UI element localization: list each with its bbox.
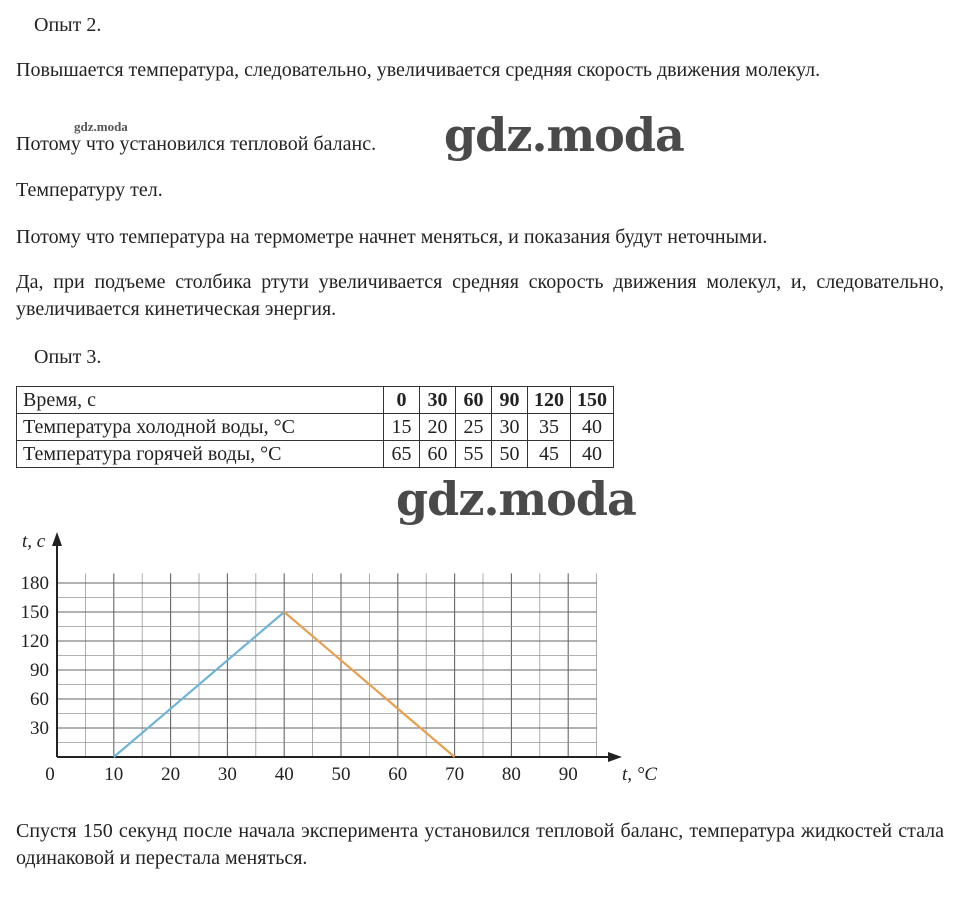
table-cell: 25	[456, 414, 492, 441]
y-tick-label: 180	[20, 572, 49, 594]
table-header-cell: 150	[571, 387, 614, 414]
table-cell: 15	[384, 414, 420, 441]
table-row-label: Температура холодной воды, °C	[17, 414, 384, 441]
chart-tick-labels	[21, 573, 578, 785]
exp2-answer-1: Повышается температура, следовательно, увеличивается средняя скорость движения молекул.	[16, 59, 821, 81]
table-cell: 35	[528, 414, 571, 441]
watermark-small: gdz.moda	[74, 119, 128, 134]
conclusion-text: Спустя 150 секунд после начала эксперимента установился тепловой баланс, температура жидкостей стала одинаковой и перестала меняться.	[16, 820, 944, 869]
table-header-cell: 90	[492, 387, 528, 414]
exp2-title: Опыт 2.	[34, 14, 102, 36]
x-tick-label: 30	[217, 764, 237, 785]
exp3-title: Опыт 3.	[34, 346, 102, 368]
y-tick-label: 120	[20, 630, 49, 652]
table-cell: 40	[571, 414, 614, 441]
y-tick-label: 30	[30, 717, 49, 739]
table-header-cell: 120	[528, 387, 571, 414]
x-tick-label: 0	[45, 764, 55, 785]
y-tick-label: 60	[30, 688, 49, 710]
x-tick-label: 20	[161, 764, 181, 785]
exp2-answer-3: Температуру тел.	[16, 179, 163, 201]
x-tick-label: 40	[274, 764, 294, 785]
table-row-label: Температура горячей воды, °C	[17, 441, 384, 468]
table-cell: 30	[492, 414, 528, 441]
exp2-answer-5: Да, при подъеме столбика ртути увеличивается средняя скорость движения молекул, и, следовательно, увеличивается кинетическая энергия.	[16, 271, 944, 320]
x-tick-label: 50	[331, 764, 351, 785]
y-axis-label: t, c	[22, 531, 46, 552]
y-tick-label: 150	[20, 601, 49, 623]
watermark-logo-1: gdz.moda	[444, 108, 684, 162]
x-tick-label: 70	[445, 764, 465, 785]
table-cell: 60	[420, 441, 456, 468]
x-tick-label: 90	[558, 764, 578, 785]
x-tick-label: 10	[104, 764, 124, 785]
x-tick-label: 80	[501, 764, 521, 785]
exp2-answer-2: Потому что установился тепловой баланс.	[16, 133, 377, 155]
table-cell: 50	[492, 441, 528, 468]
table-header-cell: 0	[384, 387, 420, 414]
watermark-logo-2: gdz.moda	[396, 472, 636, 526]
x-tick-label: 60	[388, 764, 408, 785]
y-axis-arrow	[52, 532, 62, 546]
table-cell: 20	[420, 414, 456, 441]
table-cell: 45	[528, 441, 571, 468]
table-header-label: Время, с	[17, 387, 384, 414]
table-header-cell: 60	[456, 387, 492, 414]
table-cell: 55	[456, 441, 492, 468]
chart-grid	[57, 573, 597, 757]
y-tick-label: 90	[30, 659, 49, 681]
x-axis-arrow	[608, 752, 622, 762]
table-header-cell: 30	[420, 387, 456, 414]
x-axis-label: t, °C	[622, 764, 658, 785]
exp2-answer-4: Потому что температура на термометре начнет меняться, и показания будут неточными.	[16, 226, 768, 248]
table-cell: 65	[384, 441, 420, 468]
table-cell: 40	[571, 441, 614, 468]
